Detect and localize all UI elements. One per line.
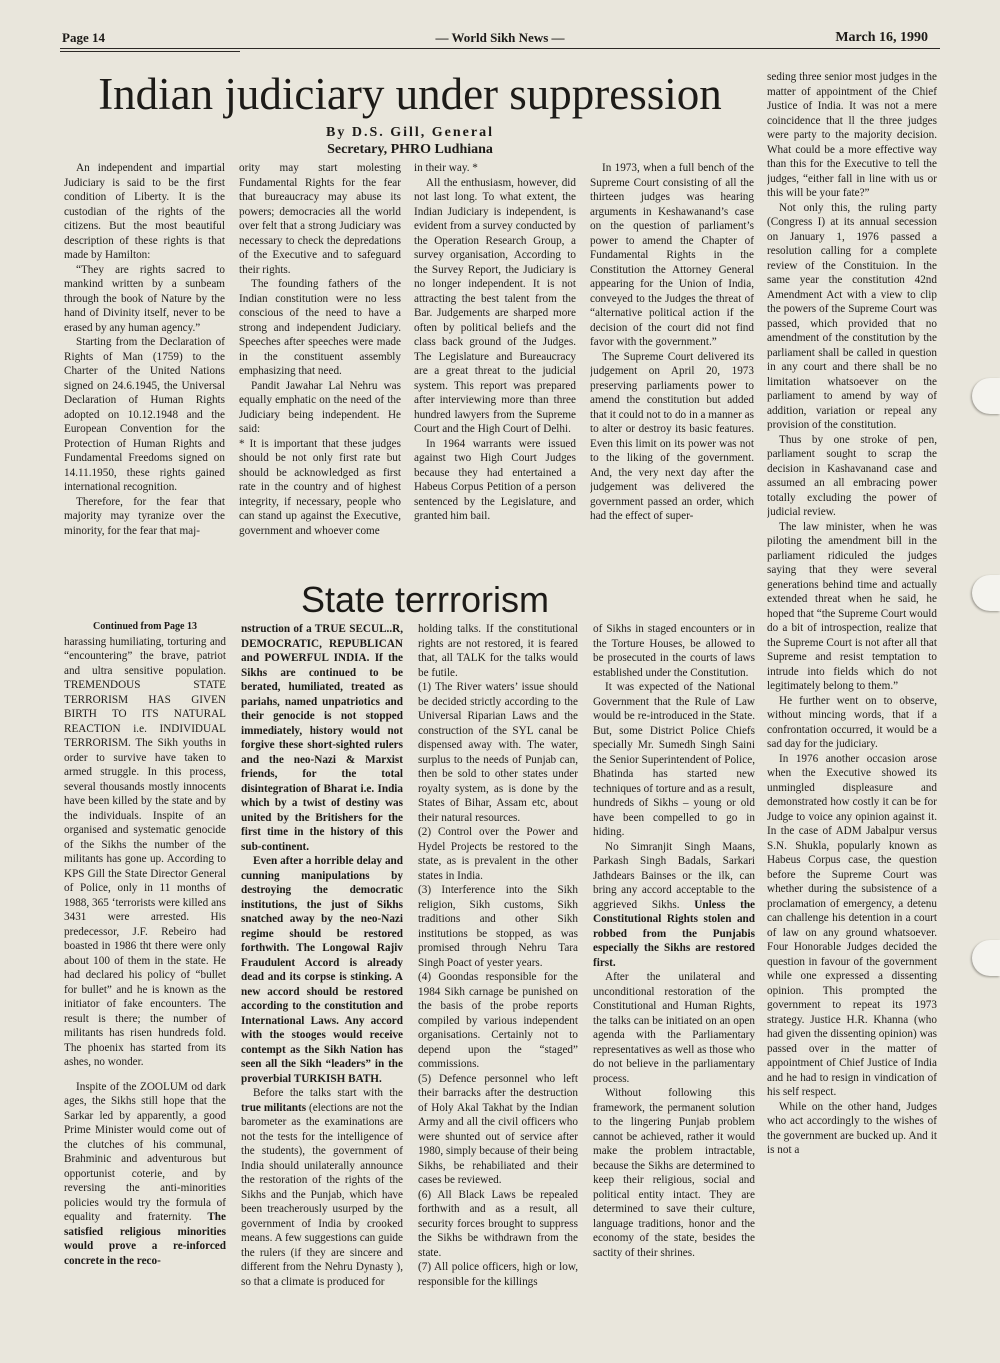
paragraph: The Supreme Court delivered its judgement on April 20, 1973 preserving parliaments power to amend the constitution but added that it could not to do in a manner as to alter or destroy its basic features. Even this limit on its power was not to the liking of the government. And, the very next day after the judgement was delivered the government passed an order, which had the effect of super- xyxy=(590,350,754,522)
article-column-3 xyxy=(414,161,576,579)
paragraph: seding three senior most judges in the matter of appointment of the Chief Justice of India. It was not a mere coincidence that ll the three judges were party to the majority decision. What could be a more effective way than this for the Executive to tell the judges, “either fall in line with us or this will be your fate?” xyxy=(767,71,937,199)
paragraph: In 1976 another occasion arose when the Executive showed its unmingled displeasure and demonstrated how costly it can be for Judge to voice any opinion against it. In the case of ADM Jabalpur versus S.N. Shukla, popularly known as Habeus Corpus case, the question before the Supreme Court was whether during the subsistence of a proclamation of emergency, a detenu can challenge his detention in a court of law on any ground whatsoever. Four Honorable Judges decided the question in favour of the government while one expressed a dissenting opinion. This prompted the government to repeat its 1973 strategy. Justice H.R. Khanna (who had given the dissenting opinion) was passed over in the matter of appointment of Chief Justice of India and he had to resign in vindication of his self respect. xyxy=(767,752,937,1098)
byline-title: Secretary, PHRO Ludhiana xyxy=(327,142,493,157)
paragraph: He further went on to observe, without mincing words, that if a confrontation occurred, it would be a sad day for the judiciary. xyxy=(767,694,937,750)
bold-text: The satisfied religious minorities would prove a re-inforced concrete in the reco- xyxy=(64,1211,226,1267)
page-number: Page 14 xyxy=(62,30,105,45)
article-column-2 xyxy=(239,161,401,579)
paragraph: harassing humiliating, torturing and “encountering” the brave, patriot and ultra sensitive population. TREMENDOUS STATE TERRORISM HAS GIVEN BIRTH TO ITS NATURAL REACTION i.e. INDIVIDUAL TERRORISM. The Sikh youths in order to survive have taken to armed struggle. In this process, several thousands mostly innocents have been killed by the state and by the individuals. Inspite of an organised and systematic genocide of the Sikhs the number of the militants has gone up. According to KPS Gill the State Director General of Police, only in 11 months of 1988, 365 ‘terrorists were killed ans 3431 were arrested. His predecessor, J.F. Rebeiro had boasted in 1986 tht there were only about 100 of them in the state. He had declared his policy of “bullet for bullet” and he is known as the initiator of fake encounters. The result is there; the number of militants has risen hundreds fold. The phoenix has started from its ashes, no wonder. xyxy=(64,635,226,1068)
binder-hole xyxy=(972,575,1000,611)
headline-state-terrorism: State terrrorism xyxy=(300,579,550,620)
paragraph-text: Before the talks start with the xyxy=(253,1087,403,1099)
article-column-5 xyxy=(767,70,937,1355)
paragraph: An independent and impartial Judiciary is said to be the first condition of Liberty. It is the custodian of the rights of the citizens. But the most beautiful description of these rights is that made by Hamilton: xyxy=(64,162,225,261)
article2-column-3 xyxy=(418,622,578,1355)
paragraph: “They are rights sacred to mankind written by a sunbeam through the book of Nature by the hand of Divinity itself, never to be erased by any human agency.” xyxy=(64,263,225,334)
list-item: (2) Control over the Power and Hydel Projects be restored to the state, as is prevalent in the other states in India. xyxy=(418,826,578,882)
paragraph: ority may start molesting Fundamental Rights for the fear that bureaucracy may abuse its powers; democracies all the world over felt that a strong Judiciary was necessary to check the depredations of the Executive and to safeguard their rights. xyxy=(239,162,401,276)
paragraph: The law minister, when he was piloting the amendment bill in the parliament ridiculed the judges saying that they were several generations behind time and actually extended threat when he said, he hoped that “the Supreme Court would do a bit of introspection, realize that the Supreme Court is not after all that Supreme and resist temptation to intrude into fields which do not legitimately belong to them.” xyxy=(767,520,937,692)
list-item: (1) The River waters’ issue should be decided strictly according to the Universal Riparian Laws and the construction of the SYL canal be dispensed away with. The water, surplus to the needs of Punjab can, then be sold to other states under royalty system, as is done by the States of Bihar, Assam etc, about their natural resources. xyxy=(418,681,578,824)
paragraph: In 1973, when a full bench of the Supreme Court consisting of all the thirteen judges was hearing arguments in Keshawanand’s case on the question of parliament’s power to amend the Chapter of Fundamental Rights in the Constitution the Attorney General appearing for the Union of India, conveyed to the Judges the threat of “alternative political action if the decision of the court did not find favor with the government.” xyxy=(590,162,754,348)
binder-hole xyxy=(972,940,1000,976)
paragraph: Not only this, the ruling party (Congress I) at its annual secession on January 1, 1976 passed a resolution calling for a complete review of the Constituion. In the same year the constitution 42nd Amendment Act with a view to clip the powers of the Supreme Court was passed, which provided that no amendment of the constitution by the parliament shall be called in question in any court and there shall be no limitation whatsoever on the parliament to amend by way of addition, variation or repeal any provision of the constitution. xyxy=(767,201,937,431)
paragraph-text: No Simranjit Singh Maans, Parkash Singh Badals, Sarkari Jathdears Bainses or the ilk, can bring any accord acceptable to the aggrieved Sikhs. xyxy=(593,840,755,911)
headline-judiciary: Indian judiciary under suppression xyxy=(98,69,722,119)
quote-paragraph: * It is important that these judges should be not only first rate but should be acknowledged as first rate in the country and of highest integrity, if necessary, people who can stand up against the Executive, government and whoever come xyxy=(239,437,401,537)
paragraph: Therefore, for the fear that majority may tyranize over the minority, for the fear that maj- xyxy=(64,495,225,537)
article2-column-1 xyxy=(64,620,226,1355)
paragraph: holding talks. If the constitutional rights are not restored, it is feared that, all TALK for the talks would be futile. xyxy=(418,623,578,679)
binder-hole xyxy=(972,378,1000,414)
article-column-1 xyxy=(64,161,225,579)
paragraph: Without following this framework, the permanent solution to the lingering Punjab problem cannot be achieved, rather it would make the problem intractable, because the Sikhs are determined to keep their religious, social and political entity intact. They are determined to save their culture, language traditions, honor and the economy of the state, besides the sactity of their shrines. xyxy=(593,1087,755,1259)
paragraph-text: (elections are not the barometer as the examinations are not the tests for the intelligence of the students), the government of India should unilaterally announce the restoration of the rights of the Sikhs and the Punjab, which have been treacherously usurped by the government of India by crooked means. A few suggestions can guide the rulers (if they are sincere and different from the Nehru Dynasty ), so that a climate is produced for xyxy=(241,1101,403,1288)
paragraph: All the enthusiasm, however, did not last long. To what extent, the Indian Judiciary is independent, is evident from a survey conducted by the Operation Research Group, a survey organisation, According to the Survey Report, the Judiciary is no longer independent. It is not attracting the best talent from the Bar. Judgements are sharped more often by political beliefs and the class back ground of the Judges. The Legislature and Bureaucracy are a great threat to the judicial system. This report was prepared after interviewing more than three hundred lawyers from the Supreme Court and the High Court of Delhi. xyxy=(414,176,576,435)
paragraph: In 1964 warrants were issued against two High Court Judges because they had entertained a Habeus Corpus Petition of a person sentenced by the Legislature, and granted him bail. xyxy=(414,437,576,522)
header-rule-short xyxy=(60,51,240,52)
list-item: (4) Goondas responsible for the 1984 Sikh carnage be punished on the basis of the probe reports compiled by various independent organisations. Certainly not to depend upon the “staged” commissions. xyxy=(418,971,578,1070)
bold-text: true militants xyxy=(241,1101,307,1114)
paragraph: After the unilateral and unconditional restoration of the Constitutional and Human Rights, the talks can be initiated on an open agenda with the Parliamentary representatives as well as those who do not believe in the parliamentary process. xyxy=(593,971,755,1085)
header-rule xyxy=(60,48,940,49)
article2-column-4 xyxy=(593,622,755,1355)
byline: By D.S. Gill, General xyxy=(326,125,494,140)
list-item: (7) All police officers, high or low, responsible for the killings xyxy=(418,1261,578,1288)
paragraph: in their way. * xyxy=(414,162,478,174)
paragraph: of Sikhs in staged encounters or in the Torture Houses, be allowed to be prosecuted in the courts of laws established under the Constitution. xyxy=(593,623,755,679)
paragraph-text: Inspite of the ZOOLUM od dark ages, the Sikhs still hope that the Sarkar led by apparently, a good Prime Minister would come out of the clutches of his communal, Brahminic and adventurous but opportunist coterie, and by reversing the anti-minorities policies would try the formula of equality and fraternity. xyxy=(64,1080,226,1223)
paragraph: It was expected of the National Government that the Rule of Law would be re-introduced in the State. But, some District Police Chiefs specially Mr. Sumedh Singh Saini the Senior Superintendent of Police, Bhatinda has started new techniques of torture and as a result, hundreds of Sikhs – young or old have been compelled to go in hiding. xyxy=(593,681,755,838)
list-item: (5) Defence personnel who left their barracks after the destruction of Holy Akal Takhat by the Indian Army and all the civil officers who were shunted out of service after 1980, simply because of their being Sikhs, be rehabiliated and their cases be reviewed. xyxy=(418,1072,578,1186)
article-column-4 xyxy=(590,161,754,579)
paper-name: — World Sikh News — xyxy=(435,30,565,45)
list-item: (3) Interference into the Sikh religion, Sikh customs, Sikh traditions and other Sikh institutions be stopped, as was promised through Nehru Tara Singh Poact of yester years. xyxy=(418,884,578,969)
bold-paragraph: nstruction of a TRUE SECUL..R, DEMOCRATIC, REPUBLICAN and POWERFUL INDIA. If the Sikhs are continued to be berated, humiliated, treated as pariahs, named unpatriotics and their genocide is not stopped immediately, history would not forgive these short-sighted rulers and the neo-Nazi & Marxist friends, for the total disintegration of Bharat i.e. India which by a twist of destiny was united by the Britishers for the first time in the history of this sub-continent. xyxy=(241,623,403,853)
paragraph: The founding fathers of the Indian constitution were no less conscious of the need to have a strong and independent Judiciary. Speeches after speeches were made in the constituent assembly emphasizing that need. xyxy=(239,278,401,377)
paragraph: Starting from the Declaration of Rights of Man (1759) to the Charter of the United Nations signed on 24.6.1945, the Universal Declaration of Human Rights adopted on 10.12.1948 and the European Convention for the Protection of Human Rights and Fundamental Freedoms signed on 14.11.1950, these rights gained international recognition. xyxy=(64,336,225,493)
issue-date: March 16, 1990 xyxy=(835,30,928,45)
continued-from-label: Continued from Page 13 xyxy=(93,621,197,632)
paragraph: Thus by one stroke of pen, parliament sought to scrap the decision in Kashavanand case and assumed an all embracing power totally excluding the power of judicial review. xyxy=(767,433,937,518)
list-item: (6) All Black Laws be repealed forthwith and as a result, all security forces brought to suppress the Sikhs be withdrawn from the state. xyxy=(418,1188,578,1259)
paragraph: While on the other hand, Judges who act accordingly to the wishes of the government are bucked up. And it is not a xyxy=(767,1100,937,1156)
bold-paragraph: Even after a horrible delay and cunning manipulations by destroying the democratic institutions, the just of Sikhs snatched away by the neo-Nazi regime should be restored forthwith. The Longowal Rajiv Fraudulent Accord is already dead and its corpse is stinking. A new accord should be restored according to the constitution and International Laws. Any accord with the stooges would receive contempt as the Sikh Nation has seen all the Sikh “leaders” in the proverbial TURKISH BATH. xyxy=(241,855,403,1085)
bold-text: Unless the Constitutional Rights stolen and robbed from the Punjabis especially the Sikhs are restored first. xyxy=(593,898,755,969)
paragraph: Pandit Jawahar Lal Nehru was equally emphatic on the need of the Judiciary being independent. He said: xyxy=(239,379,401,435)
article2-column-2 xyxy=(241,622,403,1355)
